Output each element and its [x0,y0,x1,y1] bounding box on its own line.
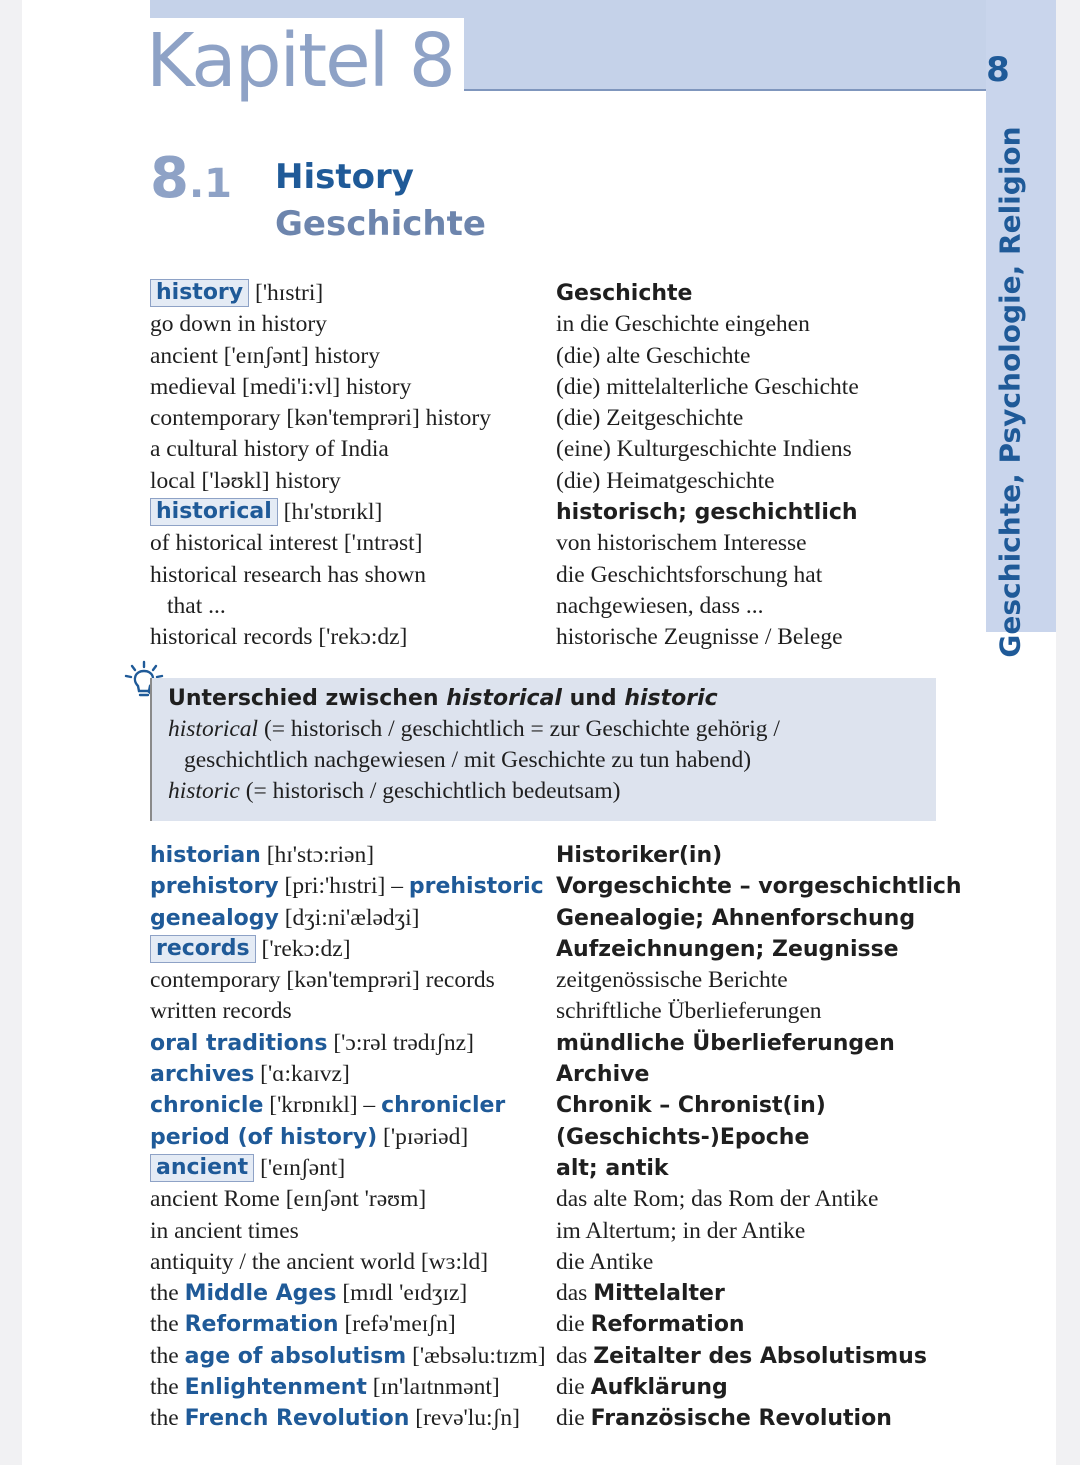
headword-related: prehistoric [408,874,544,900]
translation-text: im Altertum; in der Antike [556,1217,806,1244]
translation-text: historisch; geschichtlich [556,500,858,526]
english-entry [150,1403,520,1434]
note-line-1 [168,714,936,745]
german-translation [556,341,750,372]
english-entry [150,1309,456,1340]
english-entry [150,1247,488,1278]
german-translation [556,1216,805,1247]
entry-text: the [150,1280,185,1307]
english-entry [150,965,495,996]
vocab-row [150,1090,950,1121]
translation-text: nachgewiesen, dass ... [556,592,764,619]
translation-text: (die) alte Geschichte [556,342,751,369]
note-line-3 [168,776,936,807]
phonetic: ['pɪəriəd] [377,1123,469,1150]
vocab-row [150,1122,950,1153]
section-subtitle: Geschichte [275,204,486,244]
translation-text: Vorgeschichte – vorgeschichtlich [556,874,962,900]
phonetic: ['rekɔ:dz] [255,935,351,962]
phonetic: [hɪ'stɔ:riən] [260,842,375,868]
german-translation [556,996,822,1027]
entry-text: medieval [medi'i:vl] history [150,373,412,400]
note-title-d: historic [624,686,718,711]
german-translation [556,1372,728,1403]
vocab-row [150,1059,950,1090]
chapter-tab-label: Geschichte, Psychologie, Religion [993,126,1027,658]
vocab-list-bottom [150,840,962,1435]
translation-article: die [556,1311,591,1338]
vocab-row [150,341,950,372]
german-translation [556,965,788,996]
entry-text: in ancient times [150,1217,299,1244]
english-entry [150,1341,546,1372]
entry-text: the [150,1374,185,1401]
vocab-row [150,278,950,309]
entry-text: that ... [167,592,226,619]
vocab-row [150,309,950,340]
vocab-row [150,434,950,465]
vocab-list-top [150,278,950,654]
vocab-row [150,528,950,559]
vocab-row [150,965,950,996]
english-entry [150,840,374,871]
headword: records [150,935,256,963]
english-entry [150,934,351,965]
german-translation [556,1122,809,1153]
headword: Middle Ages [184,1281,337,1307]
vocab-row [150,1184,950,1215]
german-translation [556,903,915,934]
phonetic: [revə'lu:ʃn] [409,1405,520,1432]
headword: chronicle [150,1093,264,1119]
german-translation [556,1247,653,1278]
english-entry [150,591,226,622]
german-translation [556,934,899,965]
headword: archives [150,1062,255,1088]
german-translation [556,591,764,622]
english-entry [150,528,422,559]
translation-term: Mittelalter [593,1281,725,1307]
german-translation [556,1309,745,1340]
entry-text: go down in history [150,311,327,338]
entry-text: contemporary [kən'temprəri] records [150,967,495,994]
note-title-c: und [561,686,625,711]
vocab-row [150,403,950,434]
headword: historian [150,843,261,868]
english-entry [150,1278,467,1309]
headword-related: chronicler [381,1093,506,1119]
vocab-row [150,1247,950,1278]
english-entry [150,1153,345,1184]
german-translation [556,840,722,871]
headword: Reformation [184,1312,339,1338]
german-translation [556,1341,927,1372]
phonetic: [hɪ'stɒrɪkl] [277,499,383,526]
translation-article: das [556,1280,594,1307]
english-entry [150,560,426,591]
headword: oral traditions [150,1030,328,1056]
translation-text: die Antike [556,1248,654,1275]
headword: history [150,279,249,307]
german-translation [556,871,962,902]
chapter-title: Kapitel 8 [146,18,464,104]
headword: ancient [150,1154,254,1182]
translation-text: Genealogie; Ahnenforschung [556,905,916,931]
translation-text: alt; antik [556,1155,669,1181]
german-translation [556,372,859,403]
chapter-tab-number: 8 [986,50,1010,90]
german-translation [556,1403,892,1434]
headword: Enlightenment [184,1375,367,1401]
entry-text: ancient ['eɪnʃənt] history [150,342,381,369]
section-number-main: 8 [150,146,189,211]
translation-text: Historiker(in) [556,843,723,868]
note-line-1-text: (= historisch / geschichtlich = zur Geschichte gehörig / [258,716,780,742]
german-translation [556,528,807,559]
vocab-row [150,934,950,965]
translation-text: historische Zeugnisse / Belege [556,624,843,651]
english-entry [150,1184,426,1215]
phonetic: ['ɔ:rəl trədɪʃnz] [327,1029,474,1056]
entry-text: written records [150,998,292,1025]
entry-text: ancient Rome [eɪnʃənt 'rəʊm] [150,1186,427,1213]
german-translation [556,1059,649,1090]
translation-text: von historischem Interesse [556,530,807,557]
translation-article: das [556,1342,594,1369]
translation-text: Archive [556,1062,650,1088]
note-line-1-term: historical [168,716,259,742]
translation-text: (eine) Kulturgeschichte Indiens [556,436,852,463]
english-entry [150,278,323,309]
german-translation [556,497,858,528]
note-title-a: Unterschied zwischen [168,686,447,711]
headword: genealogy [150,905,279,931]
vocab-row [150,1278,950,1309]
translation-text: das alte Rom; das Rom der Antike [556,1186,879,1213]
phonetic: [pri:'hɪstri] – [278,873,409,900]
english-entry [150,622,407,653]
section-title: History [275,157,414,197]
german-translation [556,622,843,653]
note-title [168,684,936,714]
english-entry [150,434,389,465]
german-translation [556,466,775,497]
german-translation [556,278,692,309]
phonetic: ['krɒnɪkl] – [263,1092,382,1119]
entry-text: the [150,1311,185,1338]
entry-text: antiquity / the ancient world [wɜ:ld] [150,1248,489,1275]
english-entry [150,372,411,403]
phonetic: ['æbsəlu:tɪzm] [406,1342,546,1369]
vocab-row [150,497,950,528]
translation-article: die [556,1405,591,1432]
headword: age of absolutism [184,1343,407,1369]
headword: historical [150,498,278,526]
vocab-row [150,840,950,871]
vocab-row [150,871,962,902]
english-entry [150,996,292,1027]
translation-term: Aufklärung [590,1375,728,1401]
translation-text: (die) Zeitgeschichte [556,405,744,432]
entry-text: local ['ləʊkl] history [150,467,341,494]
vocab-row [150,1403,950,1434]
vocab-row [150,372,950,403]
german-translation [556,434,852,465]
translation-article: die [556,1374,591,1401]
translation-term: Französische Revolution [590,1406,892,1432]
german-translation [556,1278,725,1309]
vocab-row [150,1216,950,1247]
german-translation [556,1028,895,1059]
translation-text: Aufzeichnungen; Zeugnisse [556,936,899,962]
german-translation [556,309,810,340]
english-entry [150,466,341,497]
phonetic: [mɪdl 'eɪdʒɪz] [336,1280,468,1307]
english-entry [150,871,544,902]
translation-term: Zeitalter des Absolutismus [593,1343,927,1369]
note-title-b: historical [446,686,562,711]
headword: prehistory [150,874,279,900]
vocab-row [150,622,950,653]
translation-text: (die) mittelalterliche Geschichte [556,373,859,400]
vocab-row [150,591,950,622]
entry-text: contemporary [kən'temprəri] history [150,405,491,432]
note-line-3-text: (= historisch / geschichtlich bedeutsam) [239,778,621,804]
translation-text: Chronik – Chronist(in) [556,1093,826,1119]
translation-text: die Geschichtsforschung hat [556,561,823,588]
translation-text: mündliche Überlieferungen [556,1030,895,1056]
phonetic: [ɪn'laɪtnmənt] [366,1374,500,1401]
english-entry [150,403,491,434]
translation-text: zeitgenössische Berichte [556,967,788,994]
phonetic: [refə'meɪʃn] [338,1311,456,1338]
vocab-row [150,1372,950,1403]
entry-text: the [150,1342,185,1369]
entry-text: historical records ['rekɔ:dz] [150,624,408,651]
vocab-row [150,466,950,497]
english-entry [150,1028,474,1059]
translation-text: Geschichte [556,281,693,306]
english-entry [150,309,327,340]
vocab-row [150,1309,950,1340]
translation-term: Reformation [590,1312,745,1338]
entry-text: a cultural history of India [150,436,389,463]
section-number-suffix: .1 [188,161,232,207]
german-translation [556,1184,878,1215]
entry-text: the [150,1405,185,1432]
translation-text: (die) Heimatgeschichte [556,467,775,494]
translation-text: in die Geschichte eingehen [556,311,810,338]
english-entry [150,341,380,372]
english-entry [150,497,382,528]
translation-text: schriftliche Überlieferungen [556,998,822,1025]
vocab-row [150,1153,950,1184]
note-line-2: geschichtlich nachgewiesen / mit Geschichte zu tun habend) [184,747,752,773]
entry-text: of historical interest ['ɪntrəst] [150,530,423,557]
vocab-row [150,996,950,1027]
entry-text: historical research has shown [150,561,427,588]
note-box [150,678,936,821]
german-translation [556,1153,669,1184]
vocab-row [150,903,950,934]
english-entry [150,1122,468,1153]
german-translation [556,403,743,434]
english-entry [150,1090,505,1121]
english-entry [150,1216,299,1247]
english-entry [150,1059,350,1090]
phonetic: ['hɪstri] [249,280,324,306]
phonetic: ['ɑ:kaɪvz] [254,1061,350,1088]
headword: French Revolution [184,1406,410,1432]
vocab-row [150,560,950,591]
english-entry [150,1372,500,1403]
english-entry [150,903,419,934]
german-translation [556,560,822,591]
translation-text: (Geschichts-)Epoche [556,1124,810,1150]
note-line-3-term: historic [168,778,240,804]
vocab-row [150,1341,950,1372]
phonetic: ['eɪnʃənt] [254,1154,346,1181]
german-translation [556,1090,826,1121]
headword: period (of history) [150,1124,378,1150]
vocab-row [150,1028,950,1059]
section-number [150,148,232,215]
phonetic: [dʒi:ni'ælədʒi] [278,904,420,931]
